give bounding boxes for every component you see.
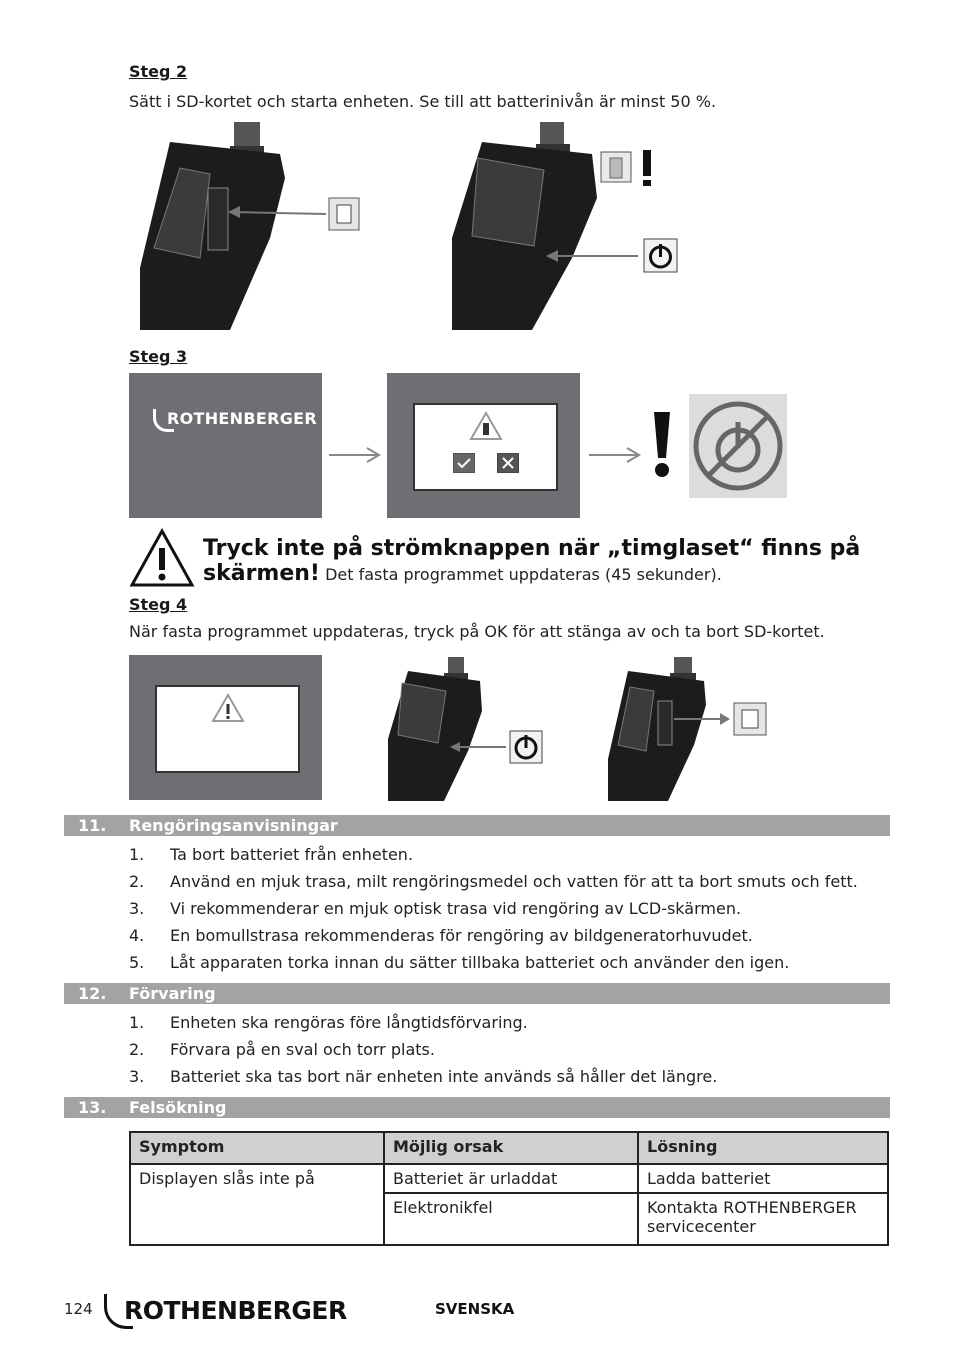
step2-text: Sätt i SD-kortet och starta enheten. Se till att batterinivån är minst 50 %.: [129, 92, 717, 111]
cell-solution: [638, 1193, 888, 1245]
update-done-screen: [129, 655, 322, 800]
col-header-cause: Möjlig orsak: [384, 1132, 638, 1164]
warning-title-line2: skärmen!: [203, 561, 320, 586]
step4-heading: Steg 4: [129, 595, 188, 614]
sd-slot: [658, 701, 672, 745]
boot-screen: [129, 373, 322, 518]
col-header-solution: Lösning: [638, 1132, 888, 1164]
update-screen: [387, 373, 580, 518]
ok-checkbox-icon[interactable]: [453, 453, 475, 473]
section13-header: [64, 1097, 890, 1118]
section13-title: Felsökning: [129, 1098, 227, 1117]
step4-text: När fasta programmet uppdateras, tryck på OK för att stänga av och ta bort SD-kortet.: [129, 622, 825, 641]
cell-solution: Ladda batteriet: [638, 1164, 888, 1193]
arrow-right-icon: [327, 445, 383, 465]
step3-heading: Steg 3: [129, 347, 188, 366]
device-screen: [472, 158, 544, 246]
section13-number: 13.: [78, 1098, 107, 1117]
update-dialog: [413, 403, 558, 491]
power-prohibited-icon: [689, 394, 787, 498]
warning-icon: [211, 693, 245, 723]
device-sd-insert-illustration: [140, 118, 370, 330]
warning-triangle-icon: [129, 528, 195, 588]
checkmark-icon: [454, 454, 474, 472]
sd-slot: [208, 188, 228, 250]
cell-solution-line1: Kontakta ROTHENBERGER: [647, 1198, 857, 1217]
table-header-row: [130, 1132, 888, 1164]
col-header-symptom: Symptom: [130, 1132, 384, 1164]
warning-note: Det fasta programmet uppdateras (45 sekunder).: [325, 565, 722, 584]
warning-title-line1: Tryck inte på strömknappen när „timglaset“ finns på: [203, 536, 861, 561]
section12-header: [64, 983, 890, 1004]
section12-number: 12.: [78, 984, 107, 1003]
warning-title-line2-wrap: [203, 561, 722, 586]
device-sd-remove-illustration: [608, 655, 770, 801]
device-power-off-illustration: [388, 655, 548, 801]
hourglass-warning-icon: [469, 411, 503, 441]
cell-symptom: Displayen slås inte på: [130, 1164, 384, 1245]
cell-solution-line2: servicecenter: [647, 1217, 756, 1236]
section12-title: Förvaring: [129, 984, 216, 1003]
boot-screen-brand: ROTHENBERGER: [167, 409, 317, 428]
footer-brand: ROTHENBERGER: [124, 1296, 347, 1325]
step2-heading: Steg 2: [129, 62, 188, 81]
section11-title: Rengöringsanvisningar: [129, 816, 338, 835]
exclamation-icon: [643, 150, 651, 176]
cell-cause: Elektronikfel: [384, 1193, 638, 1245]
device-power-on-illustration: [452, 118, 692, 330]
troubleshooting-table: [129, 1131, 889, 1246]
page-number: 124: [64, 1300, 93, 1318]
update-done-dialog: [155, 685, 300, 773]
footer-language: SVENSKA: [435, 1300, 515, 1318]
device-screen: [398, 683, 446, 743]
close-icon: [498, 454, 518, 472]
table-row: [130, 1164, 888, 1193]
section11-header: [64, 815, 890, 836]
exclamation-icon: [650, 410, 674, 480]
no-power-icon: [689, 394, 787, 498]
arrow-right-icon: [587, 445, 643, 465]
section11-number: 11.: [78, 816, 107, 835]
cell-cause: Batteriet är urladdat: [384, 1164, 638, 1193]
cancel-x-icon[interactable]: [497, 453, 519, 473]
